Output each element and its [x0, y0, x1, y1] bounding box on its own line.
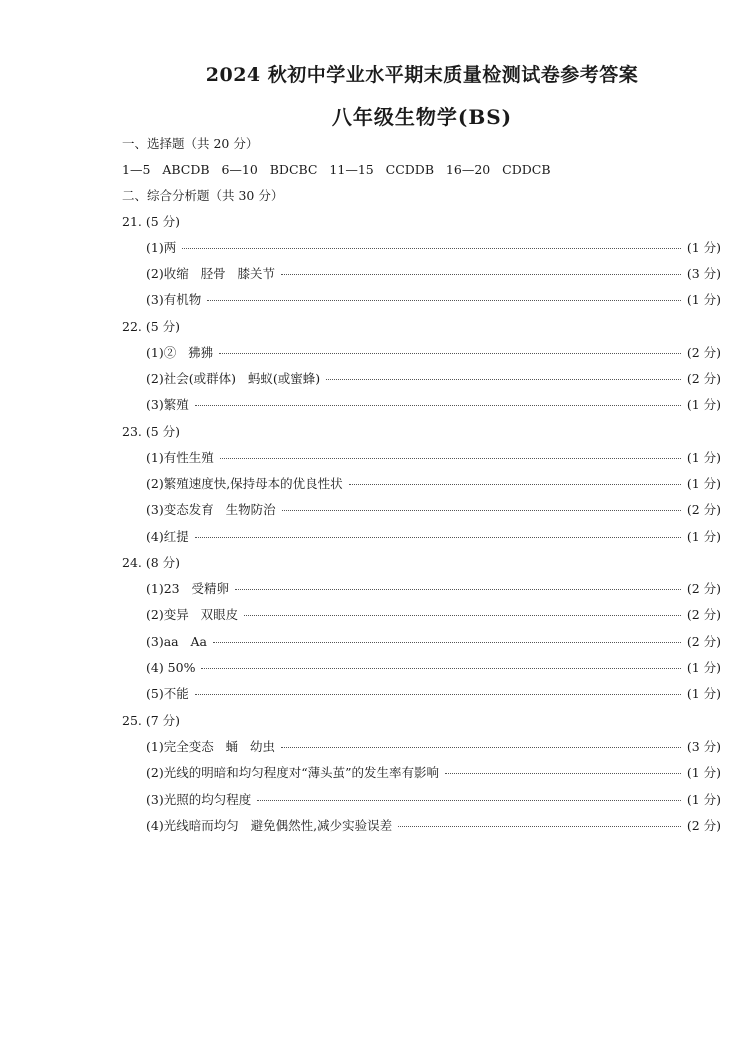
answer-text: (2)光线的明暗和均匀程度对“薄头茧”的发生率有影响 [146, 765, 439, 780]
answer-score: (1 分) [686, 765, 721, 780]
question-label: 21. (5 分) [122, 214, 181, 229]
leader-dots [219, 352, 681, 354]
document-subtitle: 八年级生物学(BS) [331, 105, 513, 129]
document-title: 2024 秋初中学业水平期末质量检测试卷参考答案 [205, 64, 639, 86]
answer-score: (1 分) [686, 660, 721, 675]
answer-score: (1 分) [686, 292, 721, 307]
answer-row [146, 765, 721, 781]
answer-row [146, 818, 721, 834]
answer-row [146, 266, 721, 282]
answer-text: (4) 50% [146, 660, 196, 675]
answer-score: (2 分) [686, 345, 721, 360]
answer-text: (3)光照的均匀程度 [146, 792, 252, 807]
question-label: 23. (5 分) [122, 424, 181, 439]
answer-text: (3)aa Aa [146, 634, 208, 649]
answer-text: (2)收缩 胫骨 膝关节 [146, 266, 276, 281]
answer-score: (1 分) [686, 792, 721, 807]
leader-dots [195, 693, 681, 695]
answer-row [146, 792, 721, 808]
answer-row [146, 397, 721, 413]
answer-score: (3 分) [686, 266, 721, 281]
answer-text: (3)变态发育 生物防治 [146, 502, 276, 517]
leader-dots [445, 772, 681, 774]
leader-dots [207, 299, 681, 301]
section-heading-choice: 一、选择题（共 20 分） [122, 136, 259, 151]
answer-text: (1)两 [146, 240, 177, 255]
answer-row [146, 581, 721, 597]
question-label: 22. (5 分) [122, 319, 181, 334]
answer-row [146, 739, 721, 755]
answer-text: (2)社会(或群体) 蚂蚁(或蜜蜂) [146, 371, 321, 386]
answer-score: (2 分) [686, 371, 721, 386]
answer-score: (2 分) [686, 818, 721, 833]
answer-row [146, 529, 721, 545]
leader-dots [282, 509, 681, 511]
answer-text: (2)繁殖速度快,保持母本的优良性状 [146, 476, 343, 491]
leader-dots [281, 746, 681, 748]
answer-score: (1 分) [686, 240, 721, 255]
answer-row [146, 502, 721, 518]
answer-row [146, 240, 721, 256]
leader-dots [195, 536, 681, 538]
answer-row [146, 450, 721, 466]
choice-answers: 1—5 ABCDB 6—10 BDCBC 11—15 CCDDB 16—20 CDDCB [122, 162, 551, 177]
answer-row [146, 345, 721, 361]
answer-row [146, 660, 721, 676]
answer-row [146, 476, 721, 492]
answer-score: (3 分) [686, 739, 721, 754]
answer-row [146, 371, 721, 387]
leader-dots [235, 588, 681, 590]
answer-score: (1 分) [686, 686, 721, 701]
answer-text: (4)光线暗而均匀 避免偶然性,减少实验误差 [146, 818, 393, 833]
leader-dots [182, 247, 681, 249]
leader-dots [257, 799, 681, 801]
answer-row [146, 634, 721, 650]
answer-score: (2 分) [686, 607, 721, 622]
answer-score: (2 分) [686, 634, 721, 649]
answer-text: (1)② 狒狒 [146, 345, 214, 360]
question-label: 24. (8 分) [122, 555, 181, 570]
answer-score: (2 分) [686, 502, 721, 517]
leader-dots [281, 273, 681, 275]
answer-row [146, 292, 721, 308]
leader-dots [244, 614, 681, 616]
question-label: 25. (7 分) [122, 713, 181, 728]
leader-dots [213, 641, 681, 643]
answer-score: (1 分) [686, 450, 721, 465]
leader-dots [326, 378, 681, 380]
answer-score: (1 分) [686, 529, 721, 544]
answer-text: (5)不能 [146, 686, 189, 701]
answer-text: (4)红提 [146, 529, 189, 544]
answer-text: (2)变异 双眼皮 [146, 607, 239, 622]
answer-text: (1)23 受精卵 [146, 581, 230, 596]
leader-dots [195, 404, 681, 406]
leader-dots [349, 483, 681, 485]
answer-score: (1 分) [686, 476, 721, 491]
answer-score: (1 分) [686, 397, 721, 412]
answer-text: (3)繁殖 [146, 397, 189, 412]
answer-score: (2 分) [686, 581, 721, 596]
leader-dots [220, 457, 681, 459]
leader-dots [398, 825, 681, 827]
answer-text: (3)有机物 [146, 292, 202, 307]
section-heading-analysis: 二、综合分析题（共 30 分） [122, 188, 284, 203]
answer-text: (1)有性生殖 [146, 450, 214, 465]
leader-dots [201, 667, 680, 669]
answer-text: (1)完全变态 蛹 幼虫 [146, 739, 276, 754]
answer-row [146, 607, 721, 623]
answer-row [146, 686, 721, 702]
